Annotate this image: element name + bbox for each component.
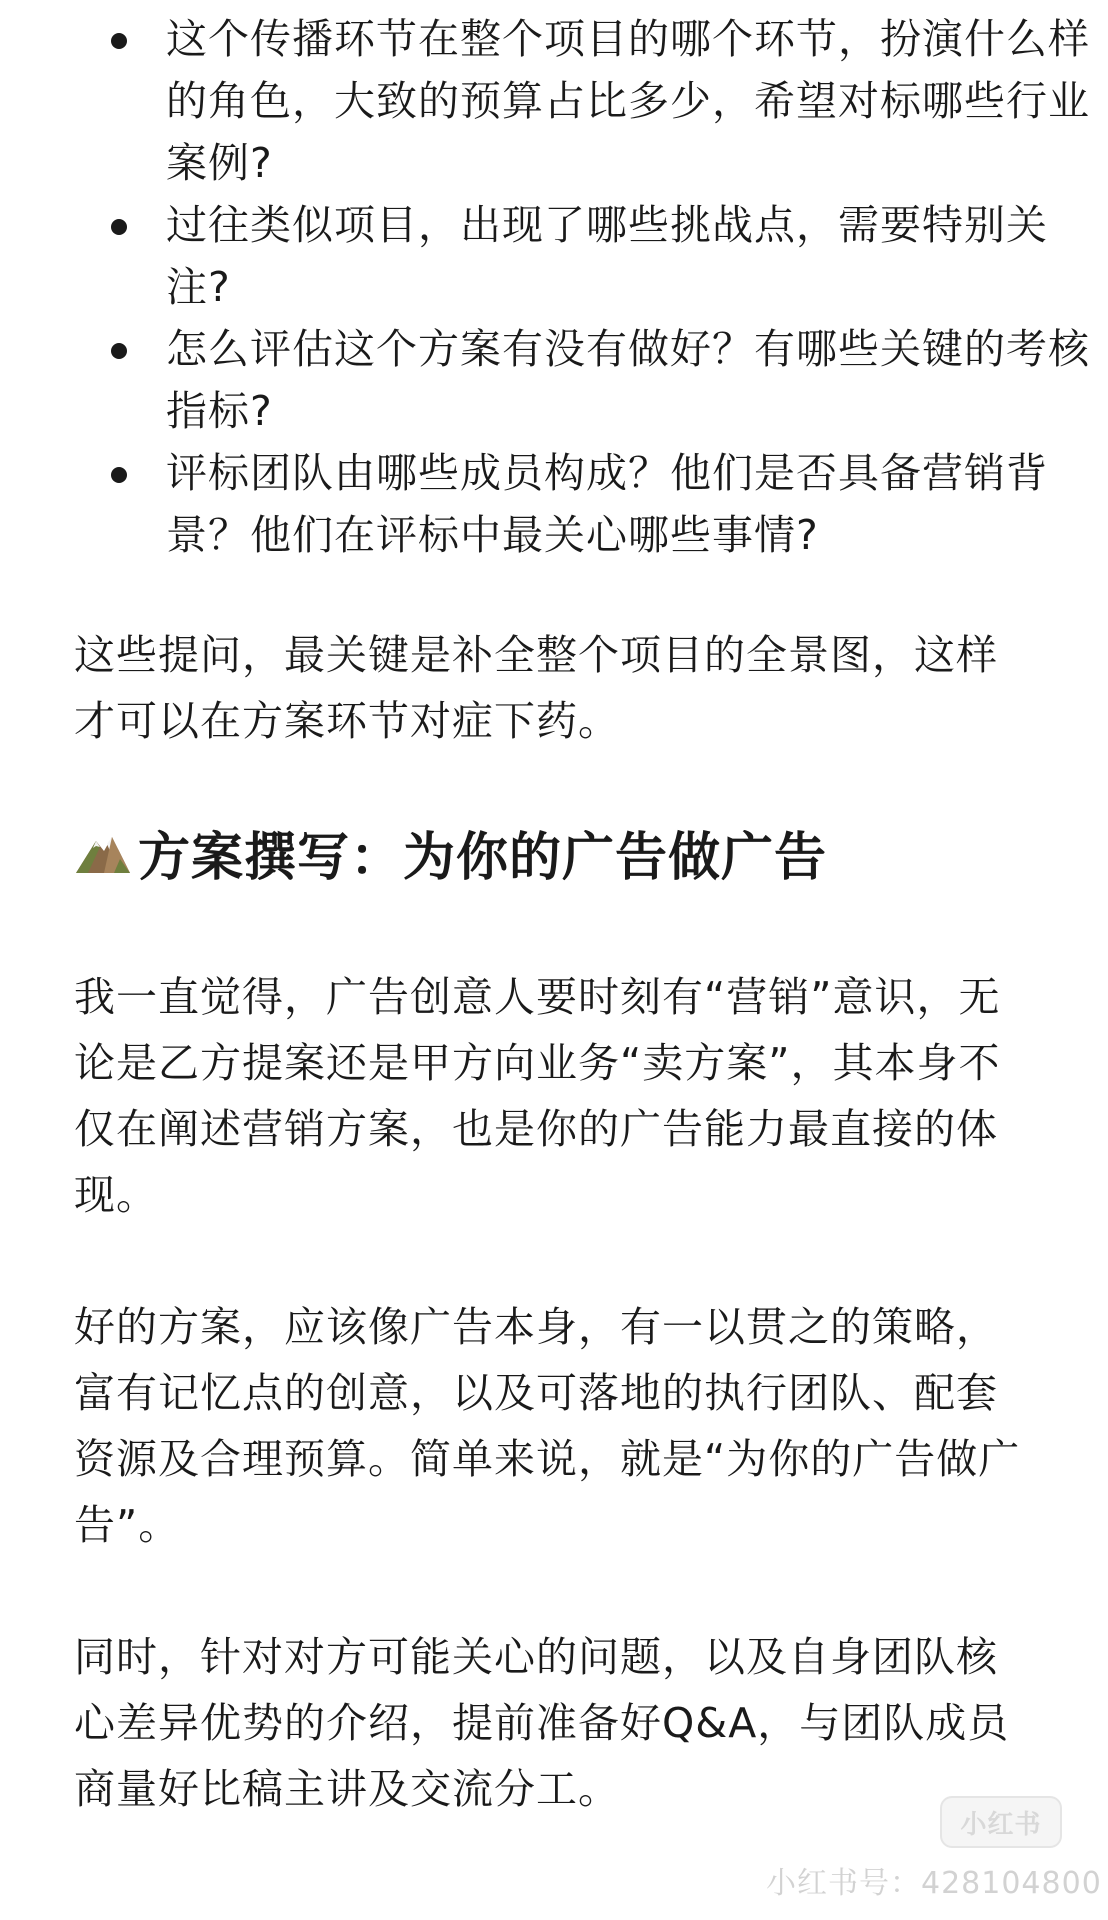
summary-paragraph: 这些提问，最关键是补全整个项目的全景图，这样才可以在方案环节对症下药。 [74, 631, 998, 745]
mountain-icon [74, 829, 132, 875]
bullet-dot-icon [111, 343, 127, 359]
list-item-text: 这个传播环节在整个项目的哪个环节，扮演什么样的角色，大致的预算占比多少，希望对标哪些行业案例? [166, 15, 1090, 187]
section-heading [74, 802, 1034, 902]
bullet-dot-icon [111, 467, 127, 483]
list-item [74, 194, 1098, 318]
intro-paragraph: 我一直觉得，广告创意人要时刻有“营销”意识，无论是乙方提案还是甲方向业务“卖方案”，其本身不仅在阐述营销方案，也是你的广告能力最直接的体现。 [74, 973, 1001, 1219]
section-title: 方案撰写：为你的广告做广告 [138, 827, 828, 888]
list-item [74, 318, 1098, 442]
bullet-dot-icon [111, 219, 127, 235]
bullet-dot-icon [111, 33, 127, 49]
list-item-text: 评标团队由哪些成员构成？他们是否具备营销背景？他们在评标中最关心哪些事情? [166, 449, 1048, 559]
question-list [74, 8, 1090, 566]
list-item [74, 8, 1098, 194]
good-plan-paragraph: 好的方案，应该像广告本身，有一以贯之的策略，富有记忆点的创意，以及可落地的执行团队、配套资源及合理预算。简单来说，就是“为你的广告做广告”。 [74, 1303, 1021, 1549]
list-item [74, 442, 1098, 566]
qa-paragraph: 同时，针对对方可能关心的问题，以及自身团队核心差异优势的介绍，提前准备好Q&A，与团队成员商量好比稿主讲及交流分工。 [74, 1633, 1010, 1813]
watermark-account-id: 小红书号：428104800 [766, 1866, 1102, 1901]
article-content [74, 8, 1090, 1822]
watermark-logo: 小红书 [940, 1796, 1062, 1848]
list-item-text: 过往类似项目，出现了哪些挑战点，需要特别关注? [166, 201, 1048, 311]
list-item-text: 怎么评估这个方案有没有做好？有哪些关键的考核指标? [166, 325, 1090, 435]
